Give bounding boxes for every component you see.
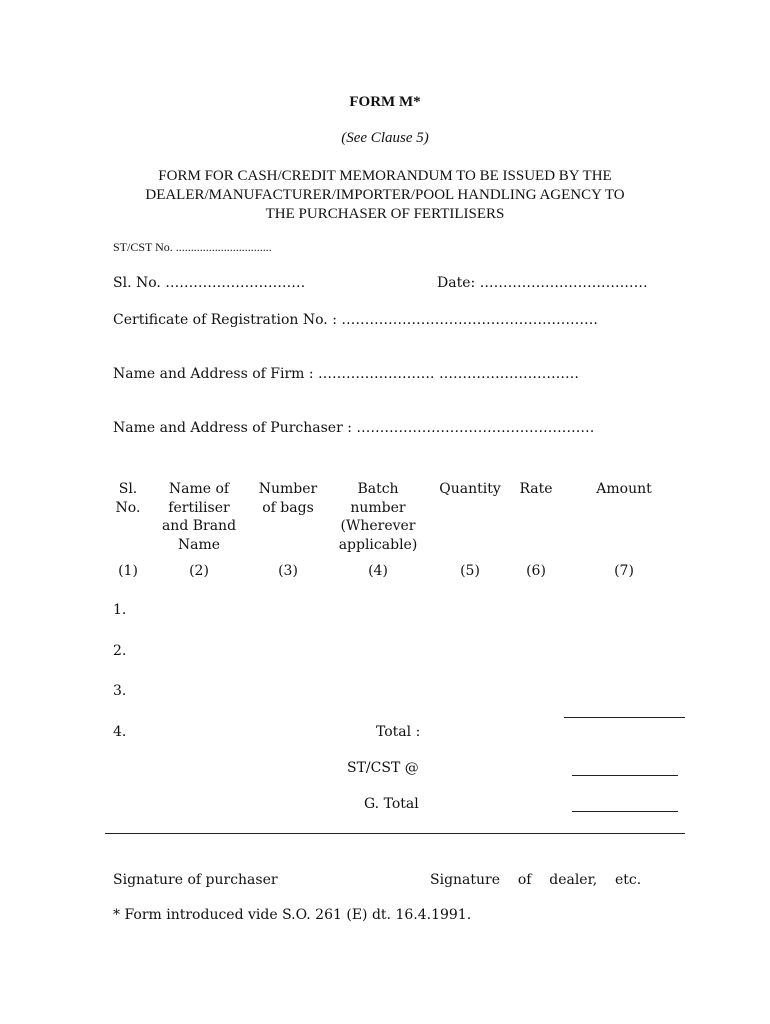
column-number: (2): [189, 563, 209, 579]
amount-underline: [564, 717, 685, 718]
header-quantity: Quantity: [439, 481, 501, 497]
serial-number-field: Sl. No. …………………………: [113, 275, 306, 291]
table-row: 3.: [113, 683, 127, 699]
header-amount: Amount: [596, 481, 652, 497]
column-number: (5): [460, 563, 480, 579]
column-number: (1): [118, 563, 138, 579]
purchaser-name-address-field: Name and Address of Purchaser : ……………………………………………: [113, 420, 595, 436]
certificate-registration-field: Certificate of Registration No. : ……………………………………………….: [113, 312, 598, 328]
column-number: (7): [614, 563, 634, 579]
st-cst-number-field: ST/CST No. ................................: [113, 240, 272, 254]
heading-line-3: THE PURCHASER OF FERTILISERS: [265, 206, 505, 222]
firm-name-address-field: Name and Address of Firm : ……………………. …………………………: [113, 366, 579, 382]
grand-total-label: G. Total: [364, 796, 419, 812]
st-cst-tax-label: ST/CST @: [347, 760, 419, 776]
table-row: 1.: [113, 602, 127, 618]
st-cst-amount-line: [572, 775, 678, 776]
purchaser-signature-label: Signature of purchaser: [113, 872, 278, 888]
header-number-of-bags: Number of bags: [258, 481, 318, 516]
table-row: 2.: [113, 643, 127, 659]
header-batch-number: Batch number (Wherever applicable): [338, 481, 418, 553]
column-number: (3): [278, 563, 298, 579]
heading-line-2: DEALER/MANUFACTURER/IMPORTER/POOL HANDLING AGENCY TO: [145, 187, 625, 203]
footnote: * Form introduced vide S.O. 261 (E) dt. 16.4.1991.: [113, 907, 472, 923]
table-bottom-rule: [105, 833, 685, 834]
grand-total-amount-line: [572, 811, 678, 812]
header-sl-no: Sl. No.: [115, 481, 141, 516]
header-rate: Rate: [519, 481, 553, 497]
header-fertiliser-name: Name of fertiliser and Brand Name: [161, 481, 237, 553]
date-field: Date: ………………………………: [437, 275, 648, 291]
table-row: 4.: [113, 724, 127, 740]
column-number: (4): [368, 563, 388, 579]
dealer-signature-label: Signature of dealer, etc.: [430, 872, 642, 888]
form-title: FORM M*: [349, 94, 421, 110]
clause-reference: (See Clause 5): [341, 130, 429, 146]
total-label: Total :: [376, 724, 421, 740]
form-heading: [0, 167, 770, 224]
column-number: (6): [526, 563, 546, 579]
heading-line-1: FORM FOR CASH/CREDIT MEMORANDUM TO BE ISSUED BY THE: [158, 168, 612, 184]
